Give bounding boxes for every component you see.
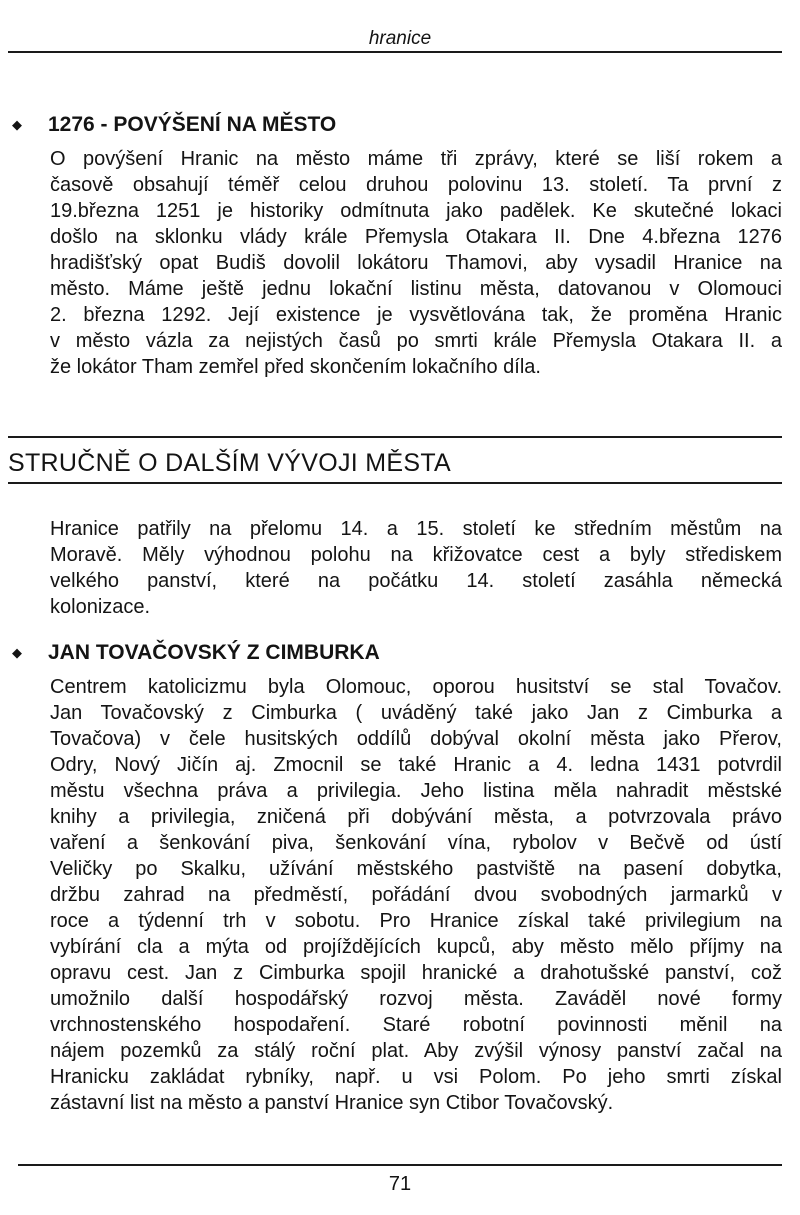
running-header: hranice [368, 28, 432, 49]
footer-rule [18, 1164, 782, 1166]
paragraph-line: vaření a šenkování piva, šenkování vína, rybolov v Bečvě od ústí [50, 832, 782, 854]
paragraph-line: zástavní list na město a panství Hranice syn Ctibor Tovačovský. [50, 1092, 614, 1114]
paragraph-line: Hranice patřily na přelomu 14. a 15. století ke středním městům na [50, 518, 782, 540]
paragraph-line: vrchnostenského hospodaření. Staré robotní povinnosti měnil na [50, 1014, 782, 1036]
section-cimburk-paragraph [50, 674, 782, 1116]
section-title: STRUČNĚ O DALŠÍM VÝVOJI MĚSTA [8, 449, 452, 477]
paragraph-line: knihy a privilegia, zničená při dobývání města, a potvrzovala právo [50, 806, 782, 828]
paragraph-line: Hranicku zakládat rybníky, např. u vsi Polom. Po jeho smrti získal [50, 1066, 782, 1088]
section-1276-heading-row [8, 112, 336, 138]
section-cimburk-heading: JAN TOVAČOVSKÝ Z CIMBURKA [48, 641, 380, 664]
paragraph-line: velkého panství, které na počátku 14. století zasáhla německá [50, 570, 782, 592]
paragraph-line: Moravě. Měly výhodnou polohu na křižovatce cest a byly střediskem [50, 544, 782, 566]
paragraph-line: město. Máme ještě jednu lokační listinu města, datovanou v Olomouci [50, 278, 782, 300]
paragraph-line: nájem pozemků za stálý roční plat. Aby zvýšil výnosy panství začal na [50, 1040, 782, 1062]
section-title-bottom-rule [8, 482, 782, 484]
section-1276-heading: 1276 - POVÝŠENÍ NA MĚSTO [48, 113, 337, 136]
paragraph-line: roce a týdenní trh v sobotu. Pro Hranice získal také privilegium na [50, 910, 782, 932]
section-1276-paragraph [50, 146, 782, 380]
header-rule [8, 51, 782, 53]
section-cimburk-heading-row [8, 640, 380, 666]
paragraph-line: kolonizace. [50, 596, 151, 618]
page-number: 71 [388, 1173, 412, 1195]
paragraph-line: vybírání cla a mýta od projíždějících kupců, aby město mělo příjmy na [50, 936, 782, 958]
paragraph-line: v město vázla za nejistých časů po smrti krále Přemysla Otakara II. a [50, 330, 782, 352]
paragraph-line: umožnilo další hospodářský rozvoj města. Zaváděl nové formy [50, 988, 782, 1010]
paragraph-line: 2. března 1292. Její existence je vysvětlována tak, že proměna Hranic [50, 304, 782, 326]
paragraph-line: došlo na sklonku vlády krále Přemysla Otakara II. Dne 4.března 1276 [50, 226, 782, 248]
paragraph-line: 19.března 1251 je historiky odmítnuta jako padělek. Ke skutečné lokaci [50, 200, 782, 222]
paragraph-line: O povýšení Hranic na město máme tři zprávy, které se liší rokem a [50, 148, 782, 170]
diamond-bullet-icon: ◆ [12, 117, 22, 132]
intro-paragraph [50, 516, 782, 620]
paragraph-line: Jan Tovačovský z Cimburka ( uváděný také jako Jan z Cimburka a [50, 702, 782, 724]
paragraph-line: hradišťský opat Budiš dovolil lokátoru Thamovi, aby vysadil Hranice na [50, 252, 782, 274]
paragraph-line: opravu cest. Jan z Cimburka spojil hranické a drahotušské panství, což [50, 962, 782, 984]
section-title-top-rule [8, 436, 782, 438]
paragraph-line: Odry, Nový Jičín aj. Zmocnil se také Hranic a 4. ledna 1431 potvrdil [50, 754, 782, 776]
paragraph-line: Tovačova) v čele husitských oddílů dobýval okolní města jako Přerov, [50, 728, 782, 750]
paragraph-line: že lokátor Tham zemřel před skončením lokačního díla. [50, 356, 541, 378]
paragraph-line: časově obsahují téměř celou druhou polovinu 13. století. Ta první z [50, 174, 782, 196]
paragraph-line: Centrem katolicizmu byla Olomouc, oporou husitství se stal Tovačov. [50, 676, 782, 698]
diamond-bullet-icon: ◆ [12, 645, 22, 660]
paragraph-line: držbu zahrad na předměstí, pořádání dvou svobodných jarmarků v [50, 884, 782, 906]
paragraph-line: městu všechna práva a privilegia. Jeho listina měla nahradit městské [50, 780, 782, 802]
paragraph-line: Veličky po Skalku, užívání městského pastviště na pasení dobytka, [50, 858, 782, 880]
